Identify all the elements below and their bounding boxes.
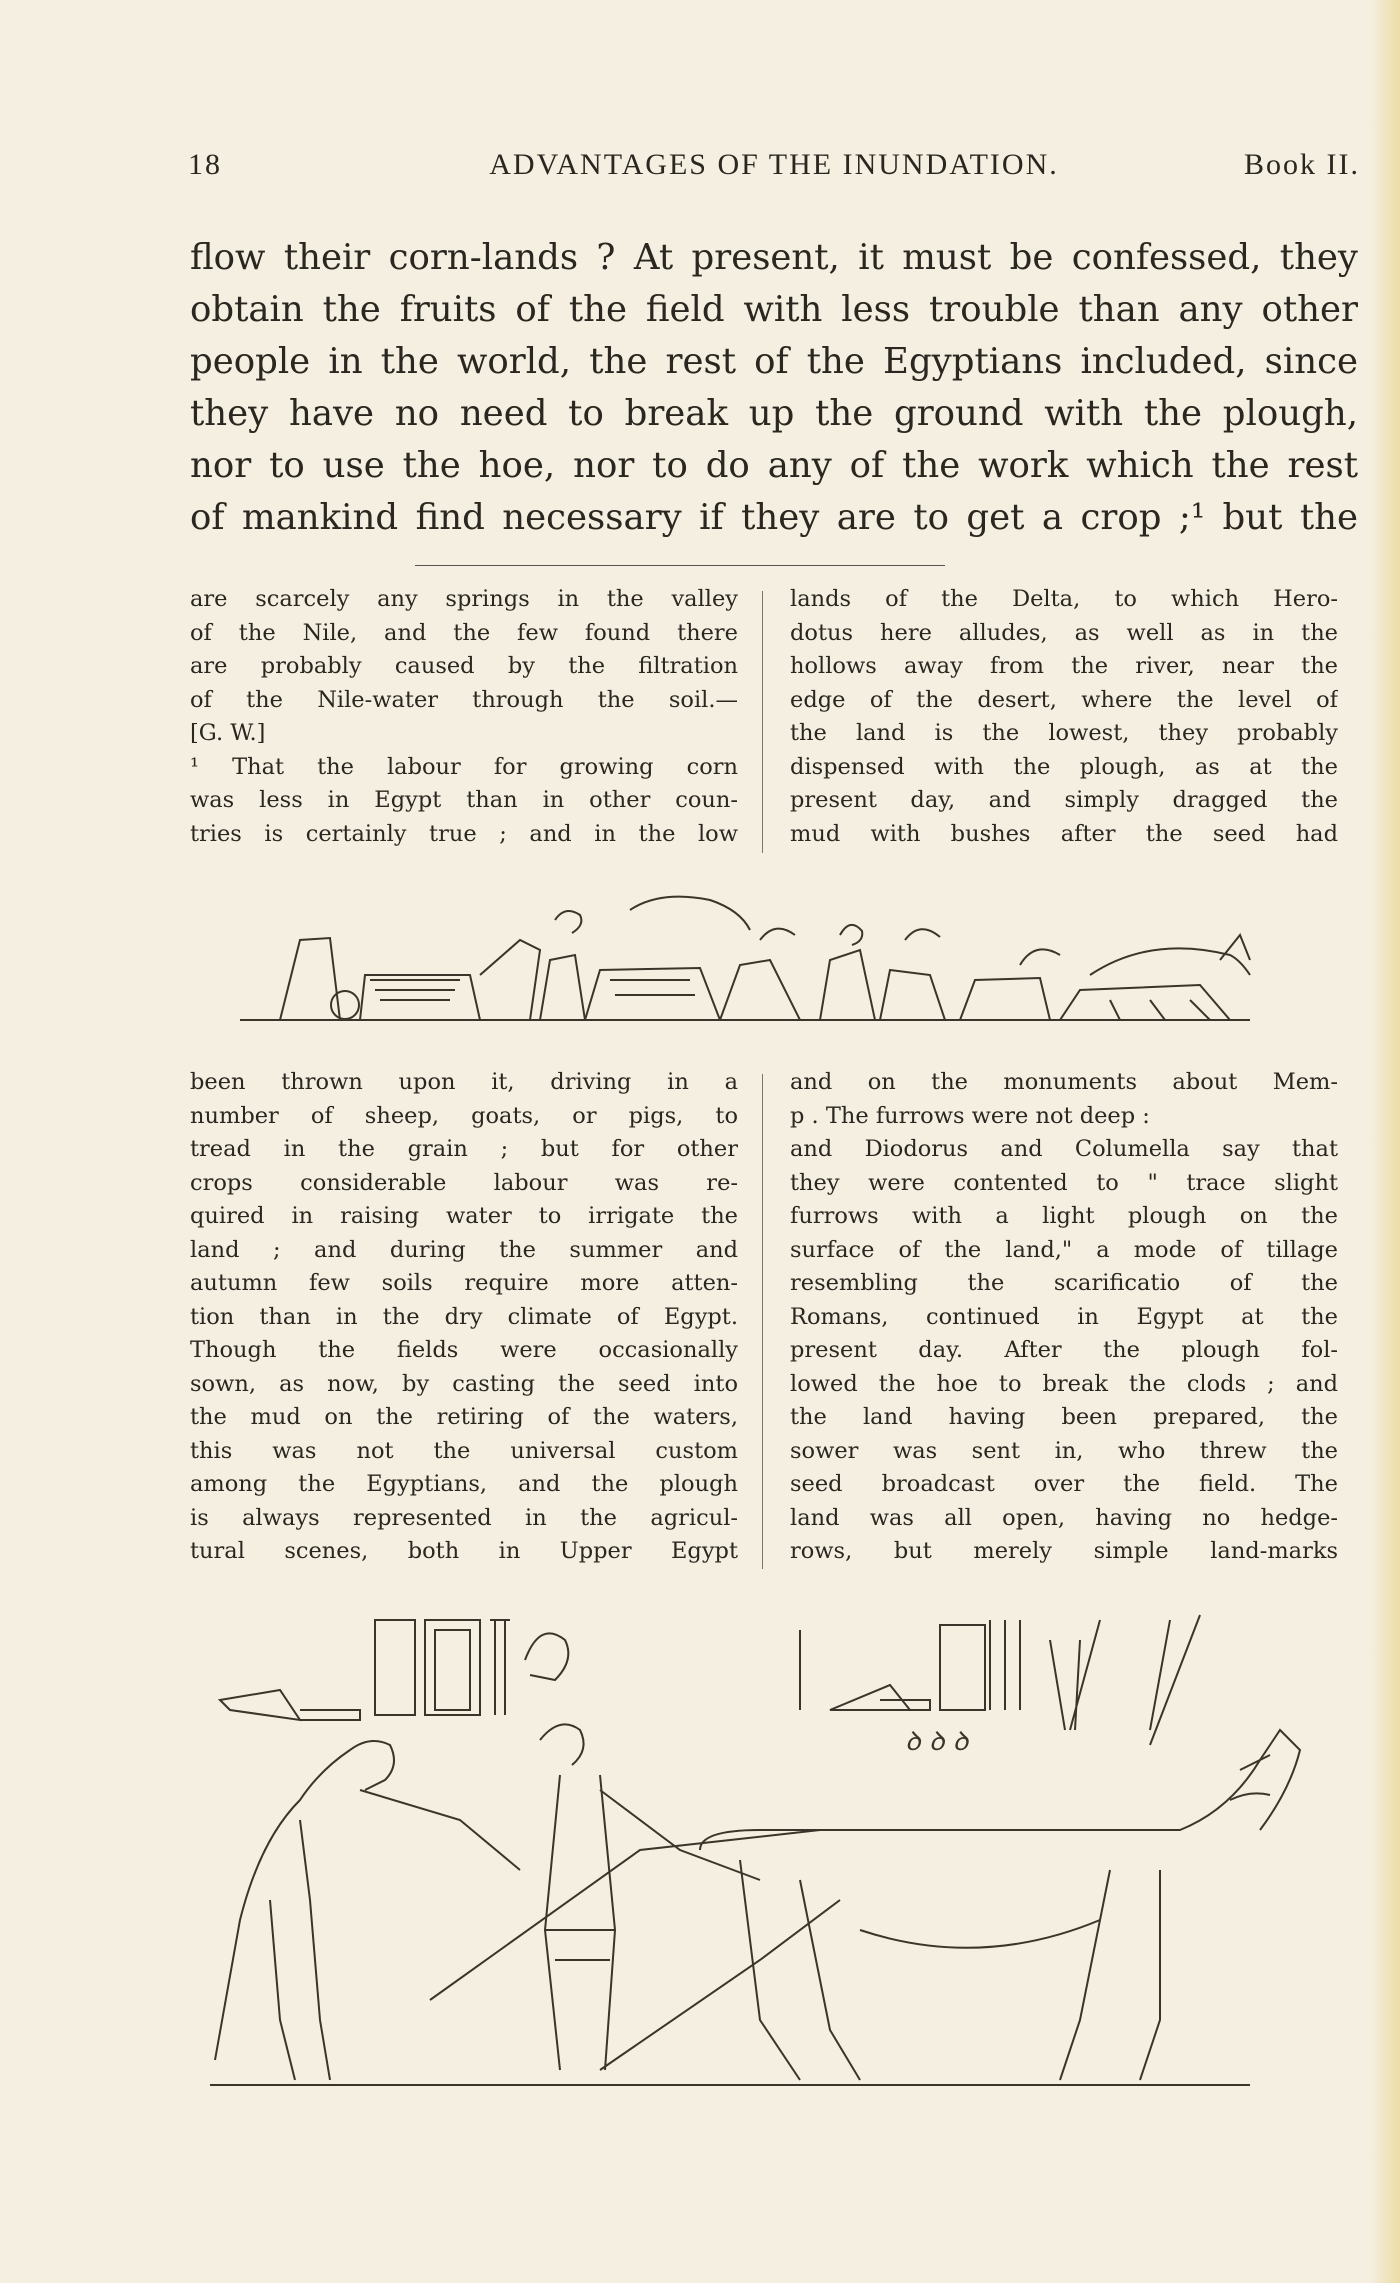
footnote-line: [G. W.] (190, 720, 266, 746)
footnote-line: mud with bushes after the seed had (790, 820, 1338, 847)
main-text-line: of mankind find necessary if they are to get a crop ;¹ but the (190, 497, 1358, 538)
footnote-line: and on the monuments about Mem- (790, 1069, 1338, 1095)
running-header (188, 148, 1360, 188)
footnote-line: ¹ That the labour for growing corn (190, 753, 738, 780)
footnote-line: present day. After the plough fol- (790, 1337, 1338, 1363)
footnote-line: land was all open, having no hedge- (790, 1504, 1338, 1531)
footnote-line: hollows away from the river, near the (790, 653, 1338, 679)
footnote-line: lands of the Delta, to which Hero- (790, 586, 1338, 612)
footnote-line: they were contented to " trace slight (790, 1169, 1338, 1196)
footnote-line: sown, as now, by casting the seed into (190, 1370, 738, 1397)
footnote-column-right (790, 1066, 1338, 1569)
main-text (190, 232, 1358, 544)
footnote-line: is always represented in the agricul- (190, 1504, 738, 1531)
page-number: 18 (188, 148, 222, 181)
frieze-illustration (0, 880, 1400, 1030)
footnote-line: this was not the universal custom (190, 1437, 738, 1464)
footnote-line: autumn few soils require more atten- (190, 1270, 738, 1296)
footnote-line: land ; and during the summer and (190, 1236, 738, 1263)
footnote-line: are probably caused by the filtration (190, 653, 738, 679)
footnote-line: been thrown upon it, driving in a (190, 1069, 738, 1095)
footnote-line: resembling the scarificatio of the (790, 1270, 1338, 1296)
footnote-column-left (190, 1066, 738, 1569)
footnote-line: quired in raising water to irrigate the (190, 1203, 738, 1229)
footnote-line: was less in Egypt than in other coun- (190, 787, 738, 813)
footnote-column-left (190, 583, 738, 851)
footnote-line: dispensed with the plough, as at the (790, 753, 1338, 780)
main-text-line: nor to use the hoe, nor to do any of the work which the rest (190, 445, 1358, 486)
footnote-line: tread in the grain ; but for other (190, 1136, 738, 1162)
main-text-line: people in the world, the rest of the Egyptians included, since (190, 341, 1358, 382)
footnote-line: are scarcely any springs in the valley (190, 586, 738, 612)
footnote-line: p . The furrows were not deep : (790, 1102, 1150, 1129)
footnote-line: rows, but merely simple land-marks (790, 1538, 1338, 1564)
footnote-line: tries is certainly true ; and in the low (190, 820, 738, 847)
footnote-line: of the Nile, and the few found there (190, 619, 738, 646)
footnote-line: lowed the hoe to break the clods ; and (790, 1370, 1338, 1397)
main-text-line: they have no need to break up the ground with the plough, (190, 393, 1358, 434)
footnote-line: present day, and simply dragged the (790, 787, 1338, 813)
footnote-line: crops considerable labour was re- (190, 1169, 738, 1196)
footnote-line: and Diodorus and Columella say that (790, 1136, 1338, 1162)
ploughing-drawing (0, 1600, 1400, 2100)
footnote-line: seed broadcast over the field. The (790, 1471, 1338, 1497)
footnote-column-right (790, 583, 1338, 851)
footnote-line: furrows with a light plough on the (790, 1203, 1338, 1229)
footnote-line: number of sheep, goats, or pigs, to (190, 1102, 738, 1129)
ploughing-illustration (0, 1600, 1400, 2100)
footnote-line: tion than in the dry climate of Egypt. (190, 1303, 738, 1330)
footnote-line: tural scenes, both in Upper Egypt (190, 1538, 738, 1564)
footnote-line: among the Egyptians, and the plough (190, 1471, 738, 1497)
main-text-line: flow their corn-lands ? At present, it must be confessed, they (190, 237, 1358, 278)
footnote-line: of the Nile-water through the soil.— (190, 686, 738, 713)
page-edge-stain (1370, 0, 1400, 2283)
footnote-line: surface of the land," a mode of tillage (790, 1236, 1338, 1263)
footnote-rule (415, 565, 945, 566)
svg-text:ꝺ ꝺ ꝺ: ꝺ ꝺ ꝺ (905, 1727, 969, 1757)
frieze-drawing (0, 880, 1400, 1030)
column-divider (762, 591, 763, 853)
column-divider (762, 1074, 763, 1569)
footnote-line: Romans, continued in Egypt at the (790, 1303, 1338, 1330)
footnote-line: the land having been prepared, the (790, 1404, 1338, 1430)
running-title: ADVANTAGES OF THE INUNDATION. (489, 148, 1059, 181)
footnote-line: the land is the lowest, they probably (790, 720, 1338, 746)
main-text-line: obtain the fruits of the field with less trouble than any other (190, 289, 1358, 330)
footnote-line: the mud on the retiring of the waters, (190, 1404, 738, 1430)
footnote-line: sower was sent in, who threw the (790, 1437, 1338, 1464)
footnote-line: dotus here alludes, as well as in the (790, 619, 1338, 646)
book-label: Book II. (1244, 148, 1360, 181)
footnote-line: Though the fields were occasionally (190, 1337, 738, 1363)
footnote-line: edge of the desert, where the level of (790, 686, 1338, 713)
